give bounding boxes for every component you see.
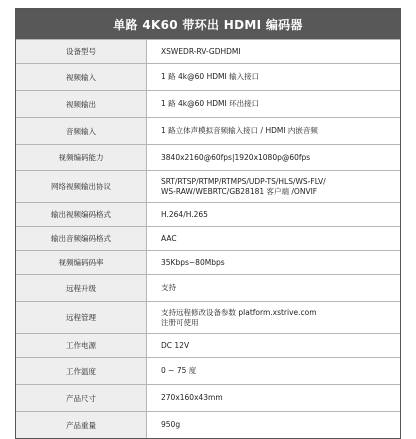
spec-row bbox=[16, 39, 400, 63]
spec-row bbox=[16, 144, 400, 170]
spec-label: 设备型号 bbox=[16, 40, 147, 63]
spec-value: SRT/RTSP/RTMP/RTMPS/UDP-TS/HLS/WS-FLV/ WS-RAW/WEBRTC/GB28181 客户端 /ONVIF bbox=[161, 176, 326, 196]
spec-value: 1 路立体声模拟音频输入接口 / HDMI 内嵌音频 bbox=[161, 126, 318, 136]
spec-label: 工作温度 bbox=[16, 358, 147, 384]
spec-rows bbox=[16, 39, 400, 438]
spec-value: H.264/H.265 bbox=[161, 209, 208, 219]
spec-label: 输出音频编码格式 bbox=[16, 227, 147, 250]
spec-value: 1 路 4k@60 HDMI 环出接口 bbox=[161, 99, 260, 109]
spec-table bbox=[15, 8, 401, 439]
spec-label: 产品重量 bbox=[16, 412, 147, 438]
spec-label: 视频编码码率 bbox=[16, 251, 147, 274]
spec-label: 视频输出 bbox=[16, 91, 147, 117]
spec-row bbox=[16, 301, 400, 333]
spec-label: 工作电源 bbox=[16, 334, 147, 357]
spec-row bbox=[16, 333, 400, 357]
spec-row bbox=[16, 226, 400, 250]
spec-row bbox=[16, 250, 400, 274]
spec-row bbox=[16, 170, 400, 202]
spec-value: 支持远程修改设备参数 platform.xstrive.com 注册可使用 bbox=[161, 307, 317, 327]
spec-label: 远程管理 bbox=[16, 302, 147, 333]
spec-value: 1 路 4k@60 HDMI 输入接口 bbox=[161, 72, 260, 82]
spec-value: AAC bbox=[161, 233, 177, 243]
spec-label: 产品尺寸 bbox=[16, 385, 147, 411]
spec-label: 音频输入 bbox=[16, 118, 147, 144]
spec-value: 270x160x43mm bbox=[161, 393, 223, 403]
spec-row bbox=[16, 202, 400, 226]
spec-row bbox=[16, 357, 400, 384]
spec-label: 网络视频输出协议 bbox=[16, 171, 147, 202]
spec-value: 0 ~ 75 度 bbox=[161, 366, 197, 376]
spec-row bbox=[16, 117, 400, 144]
spec-label: 远程升级 bbox=[16, 275, 147, 301]
spec-row bbox=[16, 90, 400, 117]
spec-row bbox=[16, 411, 400, 438]
spec-value: DC 12V bbox=[161, 340, 190, 350]
spec-value: XSWEDR-RV-GDHDMI bbox=[161, 46, 241, 56]
spec-row bbox=[16, 384, 400, 411]
spec-title: 单路 4K60 带环出 HDMI 编码器 bbox=[16, 9, 400, 39]
spec-label: 视频输入 bbox=[16, 64, 147, 90]
spec-row bbox=[16, 63, 400, 90]
spec-row bbox=[16, 274, 400, 301]
spec-label: 视频编码能力 bbox=[16, 145, 147, 170]
spec-label: 输出视频编码格式 bbox=[16, 203, 147, 226]
spec-value: 3840x2160@60fps|1920x1080p@60fps bbox=[161, 152, 311, 162]
spec-value: 支持 bbox=[161, 283, 176, 293]
spec-value: 950g bbox=[161, 420, 181, 430]
spec-value: 35Kbps~80Mbps bbox=[161, 257, 225, 267]
